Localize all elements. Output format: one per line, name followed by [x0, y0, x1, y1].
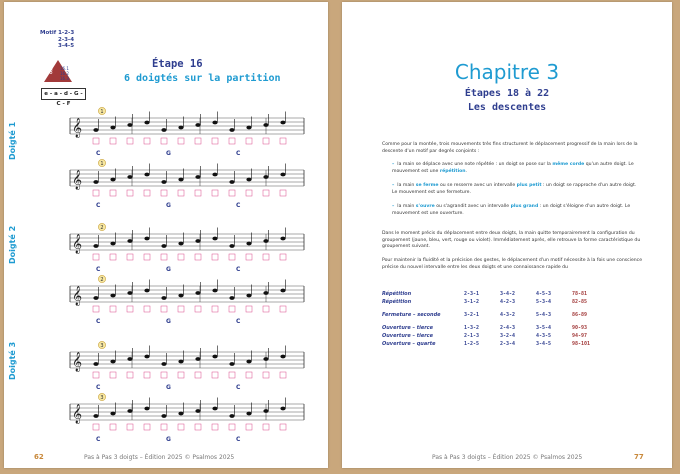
finger-circle-number: 2 — [100, 224, 104, 231]
finger-circle-number: 3 — [100, 394, 104, 401]
fingering-box — [161, 190, 167, 196]
row-label: Ouverture – tierce — [382, 332, 434, 339]
right-footer: Pas à Pas 3 doigts – Édition 2025 © Psalmos 2025 — [432, 454, 583, 461]
note-head — [161, 414, 166, 418]
note-head — [263, 357, 268, 361]
fingering-box — [280, 138, 286, 144]
bullet-highlight: plus grand — [510, 204, 539, 209]
note-head — [229, 244, 234, 248]
cell: 4-3-2 — [500, 311, 516, 318]
fingering-box — [144, 138, 150, 144]
bullet-text: la main — [397, 204, 416, 209]
chord-label: C — [96, 384, 101, 391]
fingering-box — [144, 372, 150, 378]
key-icon: ⚷ — [48, 66, 54, 75]
row-label: Ouverture – tierce — [382, 324, 434, 331]
note-head — [229, 296, 234, 300]
chord-label: G — [166, 384, 171, 391]
chord-label: G — [166, 436, 171, 443]
row-label: Ouverture – quarte — [382, 340, 436, 347]
chord-label: G — [166, 266, 171, 273]
triangle-number: 16.3 — [60, 76, 69, 81]
treble-clef-icon: 𝄞 — [72, 170, 83, 190]
note-head — [144, 407, 149, 411]
note-head — [110, 178, 115, 182]
note-head — [246, 126, 251, 130]
note-head — [246, 294, 251, 298]
bullet-text: qu'un autre doigt. Le mouvement est une — [392, 162, 634, 174]
fingering-box — [246, 254, 252, 260]
note-head — [212, 237, 217, 241]
chapter-title: Chapitre 3 — [454, 60, 560, 84]
note-head — [144, 289, 149, 293]
music-staves — [4, 2, 328, 468]
note-head — [93, 414, 98, 418]
finger-circle-number: 2 — [100, 276, 104, 283]
note-head — [229, 180, 234, 184]
row-label: Fermeture – seconde — [382, 311, 441, 318]
fingering-box — [161, 372, 167, 378]
fingering-box — [263, 190, 269, 196]
fingering-box — [212, 372, 218, 378]
note-head — [212, 121, 217, 125]
note-head — [127, 409, 132, 413]
cell: 4-2-3 — [500, 298, 516, 305]
bullet-item — [392, 162, 642, 175]
section-label-doigte-2: Doigté 2 — [8, 225, 17, 264]
note-head — [144, 173, 149, 177]
cell: 4-3-5 — [536, 332, 552, 339]
finger-circle-number: 3 — [100, 342, 104, 349]
etape-subtitle: 6 doigtés sur la partition — [124, 73, 281, 84]
chord-label: C — [236, 318, 241, 325]
fingering-box — [263, 306, 269, 312]
fingering-box — [161, 424, 167, 430]
treble-clef-icon: 𝄞 — [72, 404, 83, 424]
page-range: 82-85 — [572, 298, 588, 305]
cell: 2-1-3 — [464, 332, 480, 339]
note-head — [161, 180, 166, 184]
note-head — [161, 244, 166, 248]
note-head — [263, 123, 268, 127]
note-head — [195, 175, 200, 179]
fingering-box — [229, 306, 235, 312]
paragraph-3: Pour maintenir la fluidité et la précision des gestes, le déplacement d'un motif nécessite à la fois une conscience précise du nouvel intervalle entre les deux doigts et une connaissance rapide du — [382, 258, 643, 270]
fingering-box — [178, 254, 184, 260]
page-range: 90-93 — [572, 324, 588, 331]
page-range: 78-81 — [572, 290, 588, 297]
note-head — [195, 409, 200, 413]
fingering-box — [127, 254, 133, 260]
triangle-number: 16.1 — [60, 66, 69, 71]
fingering-box — [144, 424, 150, 430]
cell: 3-2-4 — [500, 332, 516, 339]
fingering-box — [263, 138, 269, 144]
note-head — [280, 355, 285, 359]
chapter-subtitle: Les descentes — [467, 102, 547, 113]
right-page — [342, 2, 672, 468]
note-head — [161, 128, 166, 132]
note-head — [212, 407, 217, 411]
fingering-box — [229, 254, 235, 260]
fingering-box — [246, 138, 252, 144]
note-head — [161, 362, 166, 366]
page-range: 98-101 — [572, 340, 591, 347]
finger-circle-number: 1 — [100, 160, 104, 167]
note-head — [229, 414, 234, 418]
chord-label: G — [166, 318, 171, 325]
etape-title: Étape 16 — [152, 58, 203, 70]
fingering-box — [110, 424, 116, 430]
left-page — [4, 2, 328, 468]
bullet-highlight: plus petit — [516, 183, 542, 188]
bullet-text: la main se déplace avec une note répétée : un doigt se pose sur la — [397, 162, 553, 167]
row-label: Répétition — [382, 298, 412, 305]
dash-icon: – — [392, 162, 395, 167]
motif-line: 3-4-5 — [58, 43, 75, 49]
note-head — [93, 362, 98, 366]
note-head — [127, 357, 132, 361]
chord-label: C — [96, 318, 101, 325]
fingering-box — [161, 254, 167, 260]
bullet-highlight: se ferme — [415, 183, 439, 188]
chord-label: C — [236, 202, 241, 209]
fingering-box — [110, 254, 116, 260]
chord-label: C — [236, 384, 241, 391]
fingering-box — [229, 190, 235, 196]
fingering-box — [127, 138, 133, 144]
chord-label: G — [166, 150, 171, 157]
fingering-box — [195, 306, 201, 312]
note-head — [161, 296, 166, 300]
fingering-box — [263, 254, 269, 260]
note-head — [246, 178, 251, 182]
fingering-box — [93, 190, 99, 196]
fingering-box — [212, 424, 218, 430]
note-head — [280, 237, 285, 241]
fingering-box — [263, 372, 269, 378]
cell: 3-4-2 — [500, 290, 516, 297]
bullet-highlight: même corde — [552, 162, 585, 167]
fingering-box — [144, 306, 150, 312]
fingering-box — [246, 424, 252, 430]
fingering-box — [110, 306, 116, 312]
dash-icon: – — [392, 183, 395, 188]
bullet-text: ou se resserre avec un intervalle — [438, 183, 517, 188]
fingering-box — [93, 306, 99, 312]
fingering-box — [93, 424, 99, 430]
cell: 3-1-2 — [464, 298, 480, 305]
fingering-box — [246, 372, 252, 378]
fingering-box — [127, 190, 133, 196]
fingering-box — [93, 372, 99, 378]
note-head — [93, 244, 98, 248]
fingering-box — [110, 372, 116, 378]
treble-clef-icon: 𝄞 — [72, 118, 83, 138]
table-row — [382, 298, 596, 306]
cell: 5-4-3 — [536, 311, 552, 318]
table-row — [382, 290, 596, 298]
note-head — [144, 121, 149, 125]
paragraph-2: Dans le moment précis du déplacement entre deux doigts, la main quitte temporairement la configuration du groupement (jaune, bleu, vert, rouge ou violet). Immédiatement après, elle retrouve la forme caractéristique du groupement suivant. — [382, 231, 641, 250]
table-row — [382, 340, 596, 348]
fingering-box — [110, 190, 116, 196]
motif-line: 1-2-3 — [58, 30, 75, 36]
cell: 2-3-1 — [464, 290, 480, 297]
section-label-doigte-3: Doigté 3 — [8, 341, 17, 380]
cell: 5-3-4 — [536, 298, 552, 305]
note-head — [178, 360, 183, 364]
fingering-box — [93, 254, 99, 260]
note-head — [178, 294, 183, 298]
note-head — [212, 289, 217, 293]
bullet-text: ou s'agrandit avec un intervalle — [434, 204, 511, 209]
note-head — [280, 173, 285, 177]
fingering-box — [161, 138, 167, 144]
note-head — [127, 239, 132, 243]
fingering-box — [246, 190, 252, 196]
fingering-box — [178, 372, 184, 378]
fingering-box — [280, 424, 286, 430]
motif-table — [382, 290, 596, 348]
note-head — [263, 239, 268, 243]
note-head — [195, 123, 200, 127]
cell: 2-4-3 — [500, 324, 516, 331]
note-head — [263, 291, 268, 295]
chord-label: C — [236, 150, 241, 157]
fingering-box — [195, 254, 201, 260]
fingering-box — [178, 190, 184, 196]
cell: 1-3-2 — [464, 324, 480, 331]
note-head — [93, 296, 98, 300]
cell: 3-4-5 — [536, 340, 552, 347]
note-head — [127, 291, 132, 295]
note-head — [246, 360, 251, 364]
note-head — [212, 173, 217, 177]
intro-paragraph: Comme pour la montée, trois mouvements très fins structurent le déplacement progressif de la main lors de la descente d'un motif par degrés conjoints : — [382, 142, 638, 154]
cell: 4-5-3 — [536, 290, 552, 297]
triangle-number: 16.2 — [60, 71, 69, 76]
bullet-text: la main — [397, 183, 416, 188]
section-label-doigte-1: Doigté 1 — [8, 121, 17, 160]
cell: 2-3-4 — [500, 340, 516, 347]
note-head — [178, 242, 183, 246]
cell: 1-2-5 — [464, 340, 480, 347]
note-head — [280, 407, 285, 411]
fingering-box — [263, 424, 269, 430]
note-head — [246, 242, 251, 246]
bullet-text: : un doigt s'éloigne d'un autre doigt. Le mouvement est une ouverture. — [392, 204, 631, 216]
fingering-box — [144, 190, 150, 196]
fingering-box — [195, 372, 201, 378]
finger-circle-number: 1 — [100, 108, 104, 115]
fingering-box — [229, 138, 235, 144]
fingering-box — [212, 190, 218, 196]
chord-label: C — [96, 266, 101, 273]
chord-label: C — [236, 436, 241, 443]
fingering-box — [229, 372, 235, 378]
motif-line: 2-3-4 — [58, 36, 75, 43]
fingering-box — [161, 306, 167, 312]
fingering-box — [212, 254, 218, 260]
note-head — [110, 360, 115, 364]
bullet-text: : un doigt se rapproche d'un autre doigt. Le mouvement est une fermeture. — [392, 183, 637, 195]
note-head — [195, 239, 200, 243]
fingering-box — [178, 306, 184, 312]
page-range: 86-89 — [572, 311, 588, 318]
fingering-box — [280, 254, 286, 260]
fingering-box — [178, 424, 184, 430]
left-page-number: 62 — [34, 453, 44, 461]
bullet-text: . — [465, 168, 468, 174]
fingering-box — [195, 424, 201, 430]
fingering-box — [127, 306, 133, 312]
note-sequence-box: e - a - d - G - C - F — [41, 88, 86, 100]
row-label: Répétition — [382, 290, 412, 297]
note-head — [144, 355, 149, 359]
treble-clef-icon: 𝄞 — [72, 234, 83, 254]
note-head — [280, 121, 285, 125]
fingering-box — [229, 424, 235, 430]
fingering-box — [280, 306, 286, 312]
note-head — [110, 126, 115, 130]
chord-label: C — [96, 150, 101, 157]
bullet-item — [392, 183, 642, 196]
chord-label: C — [236, 266, 241, 273]
note-head — [229, 128, 234, 132]
note-head — [127, 123, 132, 127]
fingering-box — [110, 138, 116, 144]
note-head — [93, 180, 98, 184]
bullet-item — [392, 204, 642, 217]
note-head — [263, 175, 268, 179]
chord-label: C — [96, 436, 101, 443]
fingering-box — [212, 138, 218, 144]
fingering-box — [280, 190, 286, 196]
bullet-highlight: s'ouvre — [415, 204, 435, 209]
note-head — [229, 362, 234, 366]
dash-icon: – — [392, 204, 395, 209]
note-head — [110, 412, 115, 416]
note-head — [263, 409, 268, 413]
fingering-box — [144, 254, 150, 260]
note-head — [110, 242, 115, 246]
fingering-box — [93, 138, 99, 144]
fingering-box — [127, 424, 133, 430]
cell: 3-5-4 — [536, 324, 552, 331]
note-head — [195, 291, 200, 295]
bullet-highlight: répétition — [439, 168, 466, 174]
treble-clef-icon: 𝄞 — [72, 352, 83, 372]
fingering-box — [280, 372, 286, 378]
note-head — [110, 294, 115, 298]
right-page-number: 77 — [634, 453, 644, 461]
chord-label: G — [166, 202, 171, 209]
cell: 3-2-1 — [464, 311, 480, 318]
note-head — [212, 355, 217, 359]
fingering-box — [195, 138, 201, 144]
note-head — [144, 237, 149, 241]
table-row — [382, 311, 596, 319]
table-row — [382, 332, 596, 340]
treble-clef-icon: 𝄞 — [72, 286, 83, 306]
fingering-box — [212, 306, 218, 312]
fingering-box — [127, 372, 133, 378]
motif-label: Motif — [40, 30, 57, 36]
chord-label: C — [96, 202, 101, 209]
note-head — [93, 128, 98, 132]
note-head — [127, 175, 132, 179]
table-row — [382, 324, 596, 332]
note-head — [178, 178, 183, 182]
page-range: 94-97 — [572, 332, 588, 339]
note-head — [246, 412, 251, 416]
etapes-range: Étapes 18 à 22 — [464, 88, 550, 99]
fingering-box — [195, 190, 201, 196]
note-head — [280, 289, 285, 293]
left-footer: Pas à Pas 3 doigts – Édition 2025 © Psalmos 2025 — [84, 454, 235, 461]
note-head — [178, 412, 183, 416]
fingering-box — [178, 138, 184, 144]
note-head — [195, 357, 200, 361]
fingering-box — [246, 306, 252, 312]
note-head — [178, 126, 183, 130]
